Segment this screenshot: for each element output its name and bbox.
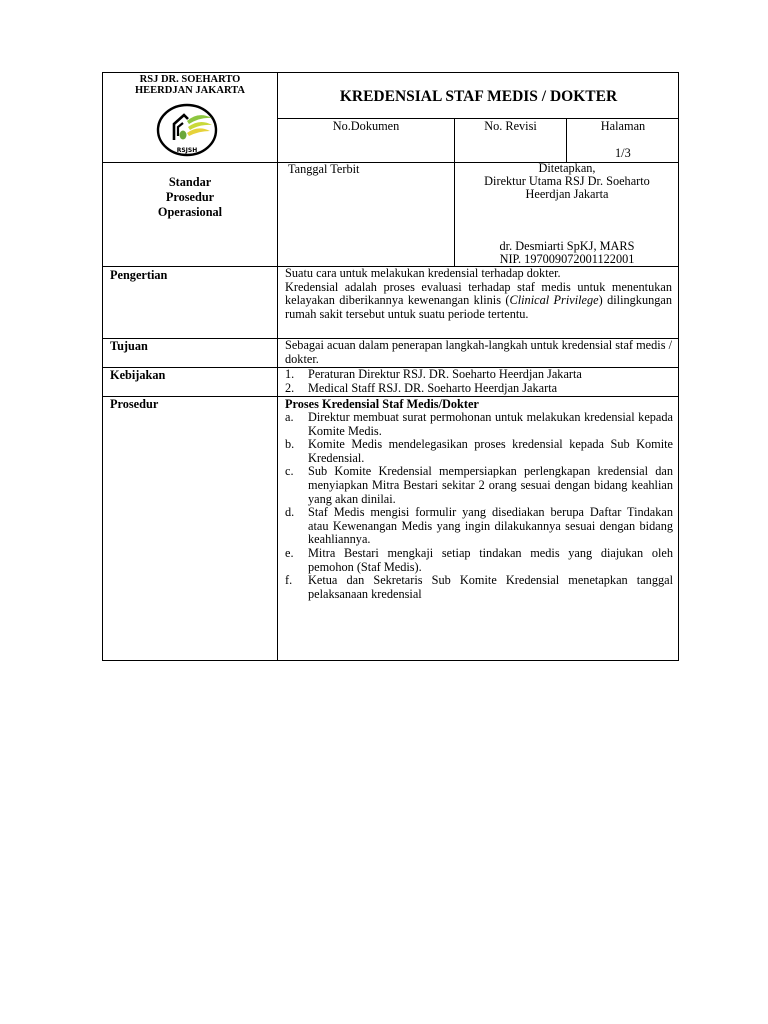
kebijakan-item <box>285 368 672 382</box>
prosedur-item-text: Komite Medis mendelegasikan proses kredensial kepada Sub Komite Kredensial. <box>308 437 673 465</box>
pengertian-para2 <box>285 281 672 322</box>
prosedur-item <box>285 574 673 601</box>
prosedur-item-marker: d. <box>285 505 295 520</box>
signer-nip: NIP. 197009072001122001 <box>499 252 635 266</box>
hospital-name <box>103 74 277 96</box>
prosedur-item-marker: b. <box>285 437 295 452</box>
prosedur-label: Prosedur <box>110 397 159 411</box>
prosedur-item-marker: f. <box>285 573 293 588</box>
clinical-privilege-term: Clinical Privilege <box>509 293 599 307</box>
tujuan-label: Tujuan <box>110 339 148 353</box>
signer-name: dr. Desmiarti SpKJ, MARS <box>499 239 635 253</box>
ditetapkan-label: Ditetapkan, <box>538 161 596 175</box>
kebijakan-list <box>285 368 672 395</box>
document-title: KREDENSIAL STAF MEDIS / DOKTER <box>339 88 618 105</box>
hospital-name-line2: HEERDJAN JAKARTA <box>135 85 245 96</box>
sop-title <box>103 175 277 220</box>
pengertian-para2-after: ) dilingkungan rumah sakit tersebut untuk suatu periode tertentu. <box>285 293 672 321</box>
kebijakan-item-marker: 2. <box>285 380 295 395</box>
kebijakan-item-text: Peraturan Direktur RSJ. DR. Soeharto Heerdjan Jakarta <box>308 367 582 381</box>
sop-line1: Standar <box>168 175 212 189</box>
halaman-label: Halaman <box>600 119 646 133</box>
kebijakan-item <box>285 382 672 396</box>
no-dokumen-label: No.Dokumen <box>332 119 400 133</box>
prosedur-item-text: Mitra Bestari mengkaji setiap tindakan medis yang diajukan oleh pemohon (Staf Medis). <box>308 545 673 574</box>
prosedur-item-marker: c. <box>285 464 294 479</box>
pengertian-label: Pengertian <box>110 268 168 282</box>
pengertian-para2-before: Kredensial adalah proses evaluasi terhadap staf medis untuk menentukan kelayakan diberikannya kewenangan klinis ( <box>285 279 672 307</box>
hospital-logo <box>154 102 220 158</box>
ditetapkan-institution: Heerdjan Jakarta <box>525 187 609 201</box>
prosedur-item <box>285 411 673 438</box>
kebijakan-item-marker: 1. <box>285 367 295 381</box>
sop-line2: Prosedur <box>165 190 215 204</box>
pengertian-text <box>285 267 672 321</box>
prosedur-item <box>285 547 673 574</box>
tanggal-terbit-label: Tanggal Terbit <box>288 162 360 176</box>
prosedur-item-text: Ketua dan Sekretaris Sub Komite Kredensial menetapkan tanggal pelaksanaan kredensial <box>308 573 673 601</box>
prosedur-item-text: Sub Komite Kredensial mempersiapkan perlengkapan kredensial dan menyiapkan Mitra Bestari sekitar 2 orang sesuai dengan bidang keahlian yang akan dinilai. <box>308 464 673 506</box>
ditetapkan-block <box>455 162 679 201</box>
prosedur-item-marker: e. <box>285 545 294 560</box>
prosedur-item <box>285 438 673 465</box>
ditetapkan-position: Direktur Utama RSJ Dr. Soeharto <box>484 174 650 188</box>
pengertian-line1: Suatu cara untuk melakukan kredensial terhadap dokter. <box>285 266 561 280</box>
prosedur-item-text: Staf Medis mengisi formulir yang disediakan berupa Daftar Tindakan atau Kewenangan Medis yang ingin dilakukannya sesuai dengan bidang keahliannya. <box>308 505 673 547</box>
no-revisi-label: No. Revisi <box>484 119 537 133</box>
halaman-value: 1/3 <box>615 146 631 160</box>
prosedur-item <box>285 465 673 506</box>
prosedur-list <box>285 411 673 601</box>
prosedur-item-marker: a. <box>285 410 294 424</box>
sop-line3: Operasional <box>157 205 223 219</box>
hospital-name-line1: RSJ DR. SOEHARTO <box>139 74 241 85</box>
kebijakan-label: Kebijakan <box>110 368 166 382</box>
logo-text: RSJSH <box>176 147 198 154</box>
tujuan-text: Sebagai acuan dalam penerapan langkah-langkah untuk kredensial staf medis / dokter. <box>285 338 672 366</box>
kebijakan-item-text: Medical Staff RSJ. DR. Soeharto Heerdjan Jakarta <box>308 380 558 395</box>
prosedur-item <box>285 506 673 547</box>
sop-document <box>102 72 679 661</box>
signer-block <box>455 240 679 266</box>
prosedur-heading: Proses Kredensial Staf Medis/Dokter <box>285 397 479 411</box>
logo-icon <box>154 102 220 158</box>
prosedur-item-text: Direktur membuat surat permohonan untuk melakukan kredensial kepada Komite Medis. <box>308 410 673 438</box>
